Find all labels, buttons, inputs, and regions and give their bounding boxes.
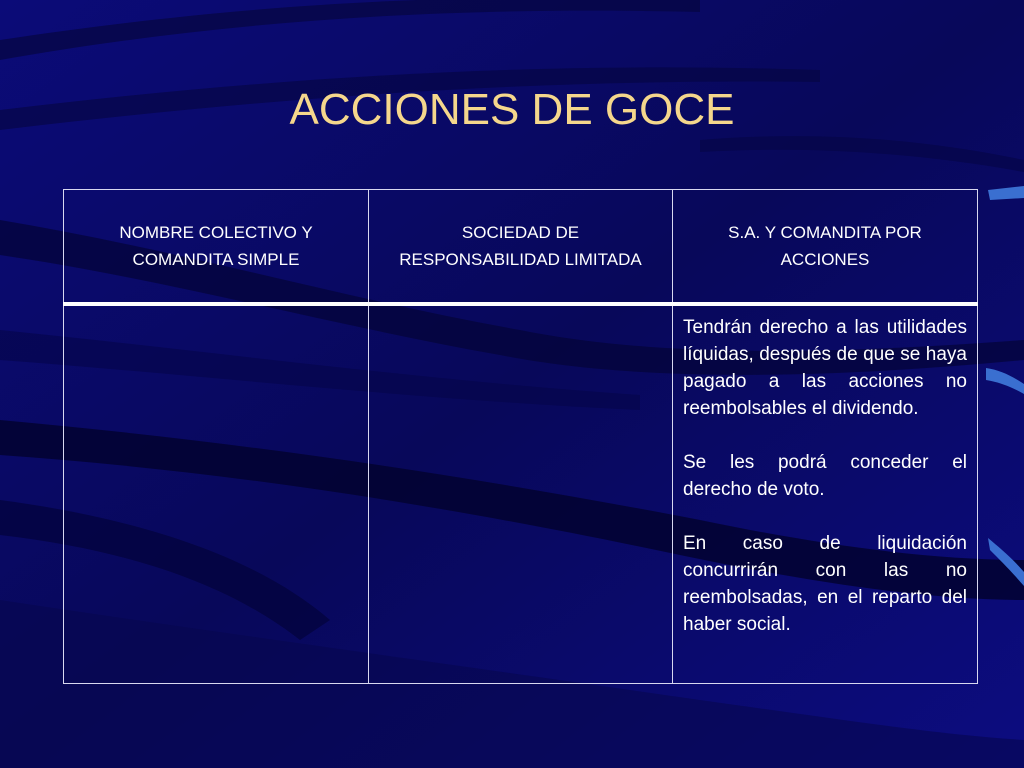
cell-srl: [369, 304, 673, 684]
sa-comandita-text: [673, 306, 977, 638]
header-sa-comandita: S.A. Y COMANDITA POR ACCIONES: [673, 190, 978, 305]
header-nombre-colectivo: NOMBRE COLECTIVO Y COMANDITA SIMPLE: [64, 190, 369, 305]
cell-nombre-colectivo: [64, 304, 369, 684]
cell-sa-comandita: [673, 304, 978, 684]
header-srl: SOCIEDAD DE RESPONSABILIDAD LIMITADA: [369, 190, 673, 305]
paragraph-utilidades: Tendrán derecho a las utilidades líquidas, después de que se haya pagado a las acciones no reembolsables el dividendo.: [683, 317, 967, 419]
paragraph-liquidacion: En caso de liquidación concurrirán con las no reembolsadas, en el reparto del haber social.: [683, 533, 967, 635]
paragraph-derecho-voto: Se les podrá conceder el derecho de voto.: [683, 452, 967, 500]
table-header-row: [64, 190, 978, 305]
slide-title: ACCIONES DE GOCE: [289, 85, 735, 134]
table-body-row: [64, 304, 978, 684]
comparison-table: [63, 189, 978, 684]
